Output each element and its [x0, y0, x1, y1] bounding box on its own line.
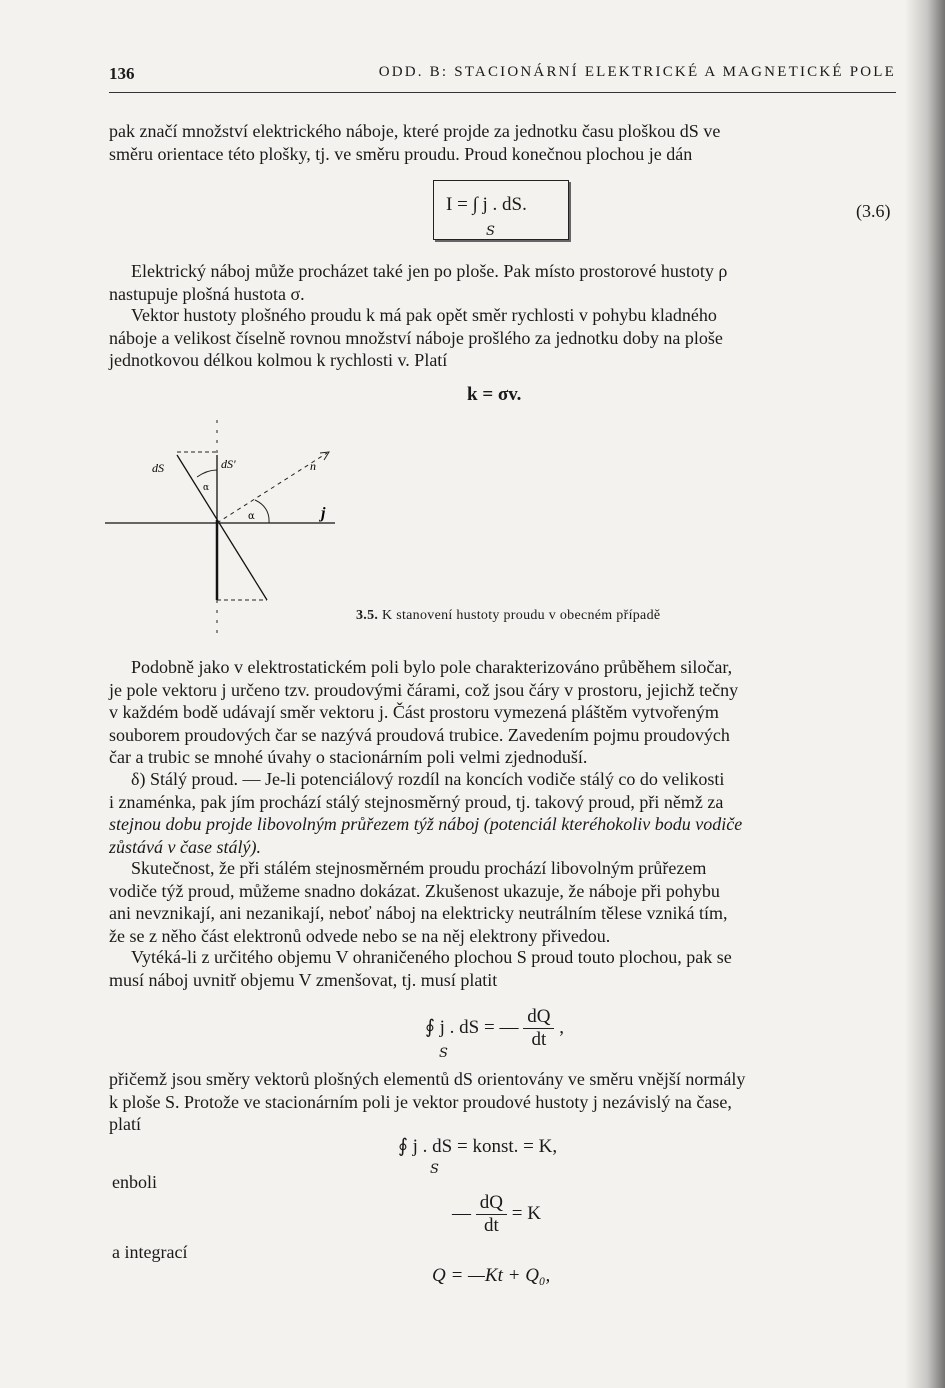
figure-caption — [356, 608, 660, 624]
equation-rhs: = K — [511, 1202, 541, 1224]
paragraph-line: Vytéká-li z určitého objemu V ohraničeného plochou S proud touto plochou, pak se — [131, 947, 732, 967]
paragraph-line: souborem proudových čar se nazývá proudová trubice. Zavedením pojmu proudových — [109, 724, 730, 745]
equation-flux-1 — [425, 1006, 564, 1051]
integral-subscript: S — [430, 1162, 439, 1177]
paragraph-line: k ploše S. Protože ve stacionárním poli je vektor proudové hustoty j nezávislý na čase, — [109, 1091, 732, 1112]
fraction-denominator: dt — [483, 1215, 499, 1236]
minus-sign: — — [452, 1202, 471, 1224]
word-enboli: enboli — [112, 1172, 157, 1192]
label-dS-prime: dS' — [221, 457, 236, 471]
equation-tail: , — [559, 1016, 564, 1038]
integral-subscript: S — [439, 1046, 448, 1061]
paragraph-2 — [109, 260, 896, 305]
normal-arrowhead — [320, 452, 329, 460]
page-header — [109, 58, 896, 86]
paragraph-line: ani nevznikají, ani nezanikají, neboť náboj na elektricky neutrálním tělese vzniká tím, — [109, 903, 728, 923]
paragraph-line: přičemž jsou směry vektorů plošných elementů dS orientovány ve směru vnější normály — [109, 1069, 746, 1089]
paragraph-line: Elektrický náboj může procházet také jen po ploše. Pak místo prostorové hustoty ρ — [131, 261, 728, 281]
equation-text: I = ∫ j . dS. — [446, 194, 527, 215]
paragraph-line: vodiče týž proud, můžeme snadno dokázat. Zkušenost ukazuje, že náboje při pohybu — [109, 880, 720, 901]
paragraph-line: že se z něho část elektronů odvede nebo se na něj elektrony přivedou. — [109, 925, 611, 946]
paragraph-line: v každém bodě udávají směr vektoru j. Část prostoru vymezená pláštěm vytvořeným — [109, 702, 719, 722]
label-alpha-2: α — [248, 511, 255, 522]
surface-dS — [177, 455, 267, 600]
page-edge-shadow — [905, 0, 945, 1388]
paragraph-line: musí náboj uvnitř objemu V zmenšovat, tj. musí platit — [109, 969, 498, 990]
paragraph-line: Vektor hustoty plošného proudu k má pak opět směr rychlosti v pohybu kladného — [131, 305, 717, 325]
label-alpha-1: α — [203, 483, 210, 493]
equation-number: (3.6) — [856, 201, 891, 221]
paragraph-line: stejnou dobu projde libovolným průřezem týž náboj (potenciál kteréhokoliv bodu vodiče — [109, 814, 743, 834]
paragraph-line: je pole vektoru j určeno tzv. proudovými čárami, což jsou čáry v prostoru, jejichž tečny — [109, 679, 739, 700]
header-rule — [109, 92, 896, 93]
paragraph-line: Skutečnost, že při stálém stejnosměrném proudu prochází libovolným průřezem — [131, 858, 707, 878]
paragraph-line: i znaménka, pak jím prochází stálý stejnosměrný proud, tj. takový proud, při němž za — [109, 791, 724, 812]
page-number: 136 — [109, 64, 135, 83]
equation-flux-2: ∮ j . dS = konst. = K, — [398, 1136, 558, 1157]
paragraph-8 — [109, 1068, 896, 1136]
integral-subscript: S — [486, 224, 495, 239]
fraction — [476, 1192, 507, 1237]
equation-3-6 — [446, 194, 527, 216]
running-title: ODD. B: STACIONÁRNÍ ELEKTRICKÉ A MAGNETICKÉ POLE — [378, 64, 896, 80]
paragraph-1 — [109, 120, 896, 165]
equation-dq-dt — [452, 1192, 541, 1237]
paragraph-5 — [109, 768, 896, 858]
paragraph-7 — [109, 946, 896, 991]
caption-text: K stanovení hustoty proudu v obecném případě — [382, 608, 661, 623]
paragraph-line: platí — [109, 1114, 141, 1134]
equation-k: k = σv. — [467, 384, 522, 405]
paragraph-line: pak značí množství elektrického náboje, které projde za jednotku času ploškou dS ve — [109, 121, 721, 141]
paragraph-4 — [109, 656, 896, 769]
paragraph-line: směru orientace této plošky, tj. ve směru proudu. Proud konečnou plochou je dán — [109, 143, 693, 164]
paragraph-line: Podobně jako v elektrostatickém poli bylo pole charakterizováno průběhem siločar, — [131, 657, 733, 677]
paragraph-6 — [109, 857, 896, 947]
equation-q: Q = —Kt + Q₀, — [432, 1265, 551, 1286]
paragraph-line: náboje a velikost číselně rovnou množství náboje prošlého za jednotku doby na ploše — [109, 327, 723, 348]
fraction-numerator: dQ — [523, 1006, 554, 1029]
angle-arc-2 — [255, 500, 269, 523]
paragraph-line: δ) Stálý proud. — Je-li potenciálový rozdíl na koncích vodiče stálý co do velikosti — [131, 769, 725, 789]
fraction — [523, 1006, 554, 1051]
caption-number: 3.5. — [356, 608, 379, 623]
paragraph-3 — [109, 304, 896, 372]
figure-current-density — [105, 415, 350, 640]
fraction-denominator: dt — [531, 1029, 547, 1050]
angle-arc-1 — [197, 470, 217, 477]
label-n: n — [310, 459, 316, 473]
paragraph-line: nastupuje plošná hustota σ. — [109, 283, 305, 304]
equation-lhs: ∮ j . dS = — — [425, 1016, 519, 1038]
word-integraci: a integrací — [112, 1242, 188, 1262]
fraction-numerator: dQ — [476, 1192, 507, 1215]
label-j: j — [321, 505, 326, 522]
paragraph-line: čar a trubic se mnohé úvahy o stacionárním poli velmi zjednoduší. — [109, 747, 588, 767]
label-dS: dS — [152, 461, 164, 475]
paragraph-line: jednotkovou délkou kolmou k rychlosti v. Platí — [109, 350, 448, 370]
paragraph-line: zůstává v čase stálý). — [109, 836, 261, 857]
